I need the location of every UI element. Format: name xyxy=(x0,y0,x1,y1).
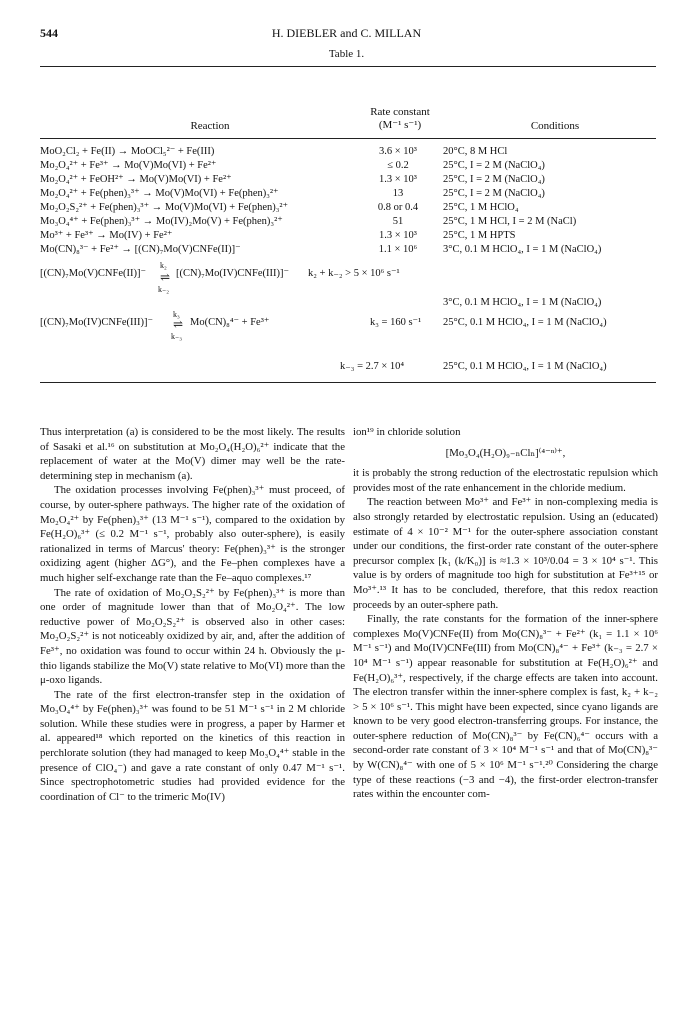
right-equation: [Mo₃O₄(H₂O)₉₋ₙClₙ]⁽⁴⁻ⁿ⁾⁺, xyxy=(445,446,566,459)
running-title: H. DIEBLER and C. MILLAN xyxy=(271,26,422,40)
table-row xyxy=(40,201,656,214)
conditions-cell: 25°C, 1 M HPTS xyxy=(443,230,516,241)
eq1-arrow-bottom: k₋₂ xyxy=(158,285,170,294)
reaction-cell: Mo₂O₄²⁺ + Fe(phen)₃³⁺ → Mo(V)Mo(VI) + Fe(phen)₃²⁺ xyxy=(40,188,279,199)
rate-cell: 3.6 × 10³ xyxy=(379,146,417,157)
col-header-rate-line1: Rate constant xyxy=(370,106,430,118)
reaction-cell: Mo₂O₄²⁺ + Fe³⁺ → Mo(V)Mo(VI) + Fe²⁺ xyxy=(40,160,217,171)
table-row xyxy=(40,229,656,242)
table-top-rule xyxy=(40,66,656,67)
table-row xyxy=(40,145,656,158)
eq2-arrow-icon: ⇌ xyxy=(173,317,184,331)
left-paragraph-2: The oxidation processes involving Fe(phen)₃³⁺ must proceed, of course, by outer-sphere pathways. The higher rate of the oxidation of Mo₂O₄²⁺ by Fe(phen)₃³⁺ (13 M⁻¹ s⁻¹), compared to the oxidation by Fe(H₂O)₆³⁺ (≤ 0.2 M⁻¹ s⁻¹, probably also outer-sphere), is easily rationalized in terms of Marcus' theory: Fe(phen)₃³⁺ is the stronger oxidizing agent (higher ΔG°), and the Fe–phen complexes have a much higher self-exchange rate than the Fe–aquo complexes.¹⁷ xyxy=(40,484,345,584)
rate-cell: 1.3 × 10³ xyxy=(379,174,417,185)
col-header-conditions: Conditions xyxy=(530,120,580,132)
eq2-conditions: 25°C, 0.1 M HClO₄, I = 1 M (NaClO₄) xyxy=(443,317,607,328)
eq3-conditions: 25°C, 0.1 M HClO₄, I = 1 M (NaClO₄) xyxy=(443,361,607,372)
left-paragraph-3: The rate of oxidation of Mo₂O₂S₂²⁺ by Fe(phen)₃³⁺ is more than one order of magnitude lower than that of Mo₂O₄²⁺. The low reductive power of Mo₂O₂S₂²⁺ is observed also in other cases: Mo₂O₂S₂²⁺ is not noticeably oxidized by air, and, after the addition of Fe³⁺, no oxidation was found to occur within 24 h. Obviously the μ-thio ligands stabilize the Mo(V) state relative to Mo(VI) more than the μ-oxo ligands. xyxy=(40,586,345,687)
eq1-left: [(CN)₇Mo(V)CNFe(II)]⁻ xyxy=(40,268,147,279)
body-right-column xyxy=(353,425,658,802)
table-row xyxy=(40,215,656,228)
right-paragraph-1: ion¹⁹ in chloride solution xyxy=(353,426,461,438)
reaction-cell: Mo³⁺ + Fe³⁺ → Mo(IV) + Fe²⁺ xyxy=(40,230,173,241)
rate-cell: 0.8 or 0.4 xyxy=(377,202,419,213)
body-left-column xyxy=(40,425,345,804)
rate-cell: 1.3 × 10³ xyxy=(379,230,417,241)
eq2-left: [(CN)₇Mo(IV)CNFe(III)]⁻ xyxy=(40,317,154,328)
eq2-right: Mo(CN)₈⁴⁻ + Fe³⁺ xyxy=(190,317,270,328)
eq3-rate: k₋₃ = 2.7 × 10⁴ xyxy=(340,361,405,372)
conditions-cell: 25°C, 1 M HClO₄ xyxy=(443,202,519,213)
col-header-reaction: Reaction xyxy=(190,120,230,132)
eq1-arrow-top: k₂ xyxy=(160,261,167,270)
reaction-cell: Mo₂O₄²⁺ + FeOH²⁺ → Mo(V)Mo(VI) + Fe²⁺ xyxy=(40,174,232,185)
table-row xyxy=(40,159,656,172)
eq2-arrow-bottom: k₋₃ xyxy=(171,332,183,341)
right-paragraph-4: Finally, the rate constants for the formation of the inner-sphere complexes Mo(V)CNFe(II) from Mo(CN)₈³⁻ + Fe²⁺ (k₁ = 1.1 × 10⁶ M⁻¹ s⁻¹) and Mo(IV)CNFe(III) from Mo(CN)₈⁴⁻ + Fe³⁺ (k₋₃ = 2.7 × 10⁴ M⁻¹ s⁻¹) appear reasonable for substitution at Fe(H₂O)₆²⁺ and Fe(H₂O)₆³⁺, respectively, if the charge effects are taken into account. The electron transfer within the inner-sphere complex is fast, k₂ + k₋₂ > 5 × 10⁶ s⁻¹. This might have been expected, since cyano ligands are known to be very good electron-transferring groups. For instance, the outer-sphere reduction of Mo(CN)₈³⁻ by Fe(CN)₆⁴⁻ occurs with a second-order rate constant of 3 × 10⁴ M⁻¹ s⁻¹ and that of Mo(CN)₈³⁻ by W(CN)₈⁴⁻ with one of 5 × 10⁶ M⁻¹ s⁻¹.²⁰ Considering the charge type of these reactions (−3 and −4), the first-order electron-transfer rates within the encounter com- xyxy=(353,613,658,801)
reaction-cell: Mo₃O₄⁴⁺ + Fe(phen)₃³⁺ → Mo(IV)₂Mo(V) + Fe(phen)₃²⁺ xyxy=(40,216,283,227)
eq1-right: [(CN)₇Mo(IV)CNFe(III)]⁻ xyxy=(176,268,290,279)
conditions-cell: 3°C, 0.1 M HClO₄, I = 1 M (NaClO₄) xyxy=(443,244,602,255)
eq2-rate: k₃ = 160 s⁻¹ xyxy=(370,317,422,328)
reaction-cell: MoO₂Cl₂ + Fe(II) → MoOCl₅²⁻ + Fe(III) xyxy=(40,146,215,157)
rate-cell: 1.1 × 10⁶ xyxy=(378,244,418,255)
conditions-cell: 25°C, I = 2 M (NaClO₄) xyxy=(443,174,545,185)
rate-cell: 51 xyxy=(392,216,404,227)
left-paragraph-4: The rate of the first electron-transfer step in the oxidation of Mo₃O₄⁴⁺ by Fe(phen)₃³⁺ was found to be 51 M⁻¹ s⁻¹ in 2 M chloride solution. While these studies were in progress, a paper by Harmer et al. appeared¹⁸ which reported on the kinetics of this reaction in perchlorate solution (they had managed to keep Mo₃O₄⁴⁺ stable in the presence of ClO₄⁻) and gave a rate constant of only 0.47 M⁻¹ s⁻¹. Since spectrophotometric studies had provided evidence for the coordination of Cl⁻ to the trimeric Mo(IV) xyxy=(40,688,345,803)
conditions-cell: 25°C, I = 2 M (NaClO₄) xyxy=(443,160,545,171)
table-header-rule xyxy=(40,138,656,139)
table-title: Table 1. xyxy=(328,48,365,60)
reaction-cell: Mo₂O₂S₂²⁺ + Fe(phen)₃³⁺ → Mo(V)Mo(VI) + Fe(phen)₃²⁺ xyxy=(40,202,289,213)
eq2-arrow-top: k₃ xyxy=(173,310,180,319)
conditions-cell: 25°C, 1 M HCl, I = 2 M (NaCl) xyxy=(443,216,577,227)
left-paragraph-1: Thus interpretation (a) is considered to be the most likely. The results of Sasaki et al.¹⁶ on substitution at Mo₂O₄(H₂O)₆²⁺ indicate that the replacement of water at the Mo(V) dimer may well be the rate-determining step in mechanism (a). xyxy=(40,426,345,482)
reaction-cell: Mo(CN)₈³⁻ + Fe²⁺ → [(CN)₇Mo(V)CNFe(II)]⁻ xyxy=(40,244,241,255)
conditions-cell: 25°C, I = 2 M (NaClO₄) xyxy=(443,188,545,199)
eq1-conditions: 3°C, 0.1 M HClO₄, I = 1 M (NaClO₄) xyxy=(443,297,602,308)
eq1-arrow-icon: ⇌ xyxy=(160,270,171,284)
equilibrium-row-3 xyxy=(40,360,656,373)
table-row xyxy=(40,187,656,200)
table-bottom-rule xyxy=(40,382,656,383)
conditions-cell: 20°C, 8 M HCl xyxy=(443,146,508,157)
equilibrium-row-1 xyxy=(40,259,656,294)
page-number: 544 xyxy=(40,26,58,40)
right-paragraph-3: The reaction between Mo³⁺ and Fe³⁺ in non-complexing media is also strongly retarded by electrostatic repulsion. Using an (educated) estimate of 4 × 10⁻² M⁻¹ for the outer-sphere association constant under our conditions, the first-order rate constant of the outer-sphere precursor complex [k₁ (k/K₀)] is ≈1.3 × 10³/0.04 = 3 × 10⁴ s⁻¹. This value is by orders of magnitude too high for substitution at Fe³⁺¹⁵ or Mo³⁺.¹³ It has to be concluded, therefore, that this redox reaction proceeds by an outer-sphere path. xyxy=(353,496,658,611)
right-paragraph-2: it is probably the strong reduction of the electrostatic repulsion which provides most of the rate enhancement in the chloride medium. xyxy=(353,467,658,494)
equilibrium-row-2 xyxy=(40,296,656,346)
eq1-rate: k₂ + k₋₂ > 5 × 10⁶ s⁻¹ xyxy=(308,268,400,279)
rate-cell: ≤ 0.2 xyxy=(387,160,409,171)
col-header-rate-line2: (M⁻¹ s⁻¹) xyxy=(378,119,422,131)
table-row xyxy=(40,173,656,186)
table-row xyxy=(40,243,656,256)
rate-cell: 13 xyxy=(392,188,404,199)
